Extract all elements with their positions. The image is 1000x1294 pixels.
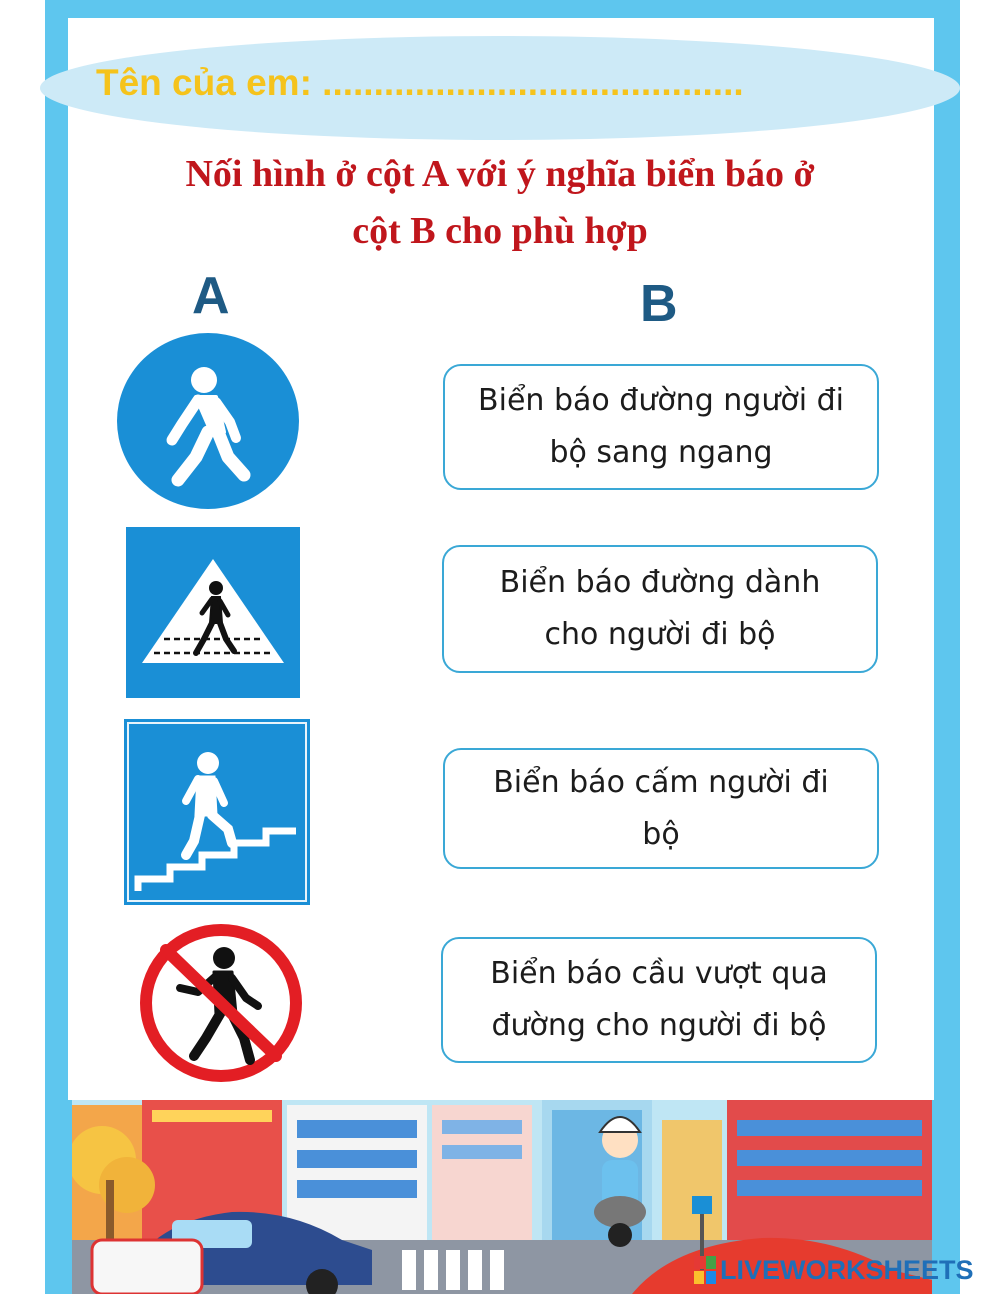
meaning-card-2[interactable] [442,545,878,673]
meaning-card-4-line-2: đường cho người đi bộ [491,1008,827,1043]
student-name-field[interactable]: Tên của em: ......................................... [96,62,744,103]
meaning-card-3-line-2: bộ [642,816,680,852]
instruction-title [100,146,900,260]
meaning-card-4[interactable] [441,937,877,1063]
meaning-card-1[interactable] [443,364,879,490]
meaning-card-4-line-1: Biển báo cầu vượt qua [490,956,828,991]
watermark-text: LIVEWORKSHEETS [720,1254,974,1285]
meaning-card-1-line-1: Biển báo đường người đi [478,383,844,418]
meaning-card-2-line-1: Biển báo đường dành [499,565,821,600]
instruction-line-1: Nối hình ở cột A với ý nghĩa biển báo ở [185,153,815,195]
meaning-card-3[interactable] [443,748,879,869]
meaning-card-2-line-2: cho người đi bộ [544,617,776,652]
instruction-line-2: cột B cho phù hợp [352,210,648,252]
watermark [694,1254,974,1286]
pedestrian-only-sign-icon[interactable] [116,332,300,510]
no-pedestrians-sign-icon[interactable] [138,922,304,1084]
liveworksheets-logo-icon [694,1256,716,1284]
column-a-label: A [192,267,230,325]
column-b-label: B [640,275,678,333]
meaning-card-1-line-2: bộ sang ngang [549,435,773,470]
pedestrian-overpass-sign-icon[interactable] [124,719,310,905]
meaning-card-3-line-1: Biển báo cấm người đi [493,764,829,800]
pedestrian-crossing-sign-icon[interactable] [126,527,300,698]
